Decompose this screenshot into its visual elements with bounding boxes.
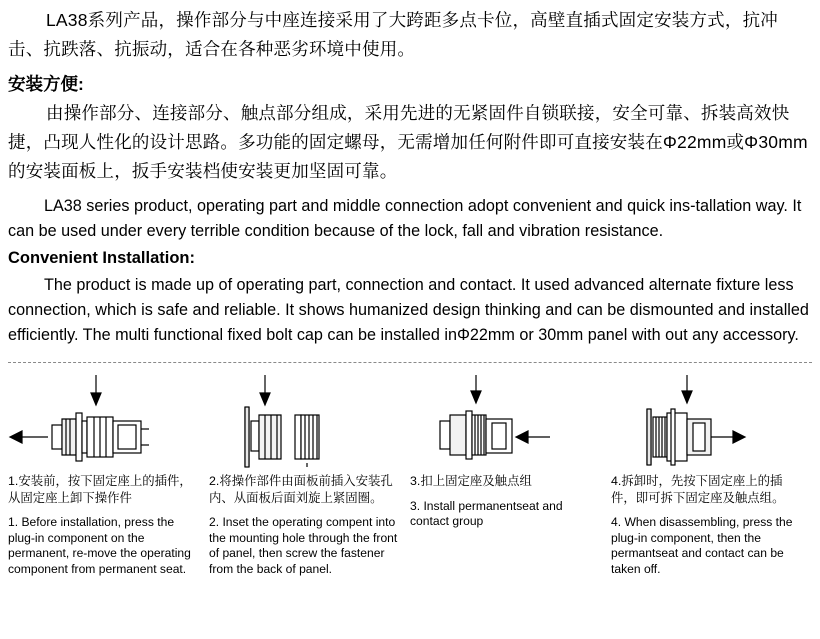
step-3-caption-en: 3. Install permanentseat and contact group: [410, 498, 563, 528]
step-2-caption-cn: 2.将操作部件由面板前插入安装孔内、从面板后面刘旋上紧固圈。: [209, 474, 393, 505]
section-divider: [8, 362, 812, 363]
step-2-caption-en: 2. Inset the operating compent into the mounting hole through the front of panel, then screw the fastener from the back of panel.: [209, 515, 398, 576]
step-item-3: [410, 369, 611, 577]
step-2-diagram: [209, 369, 400, 469]
step-4-caption-en: 4. When disassembling, press the plug-in component, then the permantseat and contact can be taken off.: [611, 515, 793, 576]
step-3-caption-cn: 3.扣上固定座及触点组: [410, 474, 532, 488]
paragraph-en-intro: LA38 series product, operating part and middle connection adopt convenient and quick ins-tallation way. It can be used under every terrible condition because of the lock, fall and vibration resistance.: [8, 197, 802, 240]
step-item-1: [8, 369, 209, 577]
step-4-diagram: [611, 369, 802, 469]
step-item-2: [209, 369, 410, 577]
step-1-diagram: [8, 369, 199, 469]
step-item-4: [611, 369, 812, 577]
paragraph-cn-body: 由操作部分、连接部分、触点部分组成，采用先进的无紧固件自锁联接，安全可靠、拆装高效快捷，凸现人性化的设计思路。多功能的固定螺母，无需增加任何附件即可直接安装在Φ22mm或Φ30mm的安装面板上，扳手安装档使安装更加坚固可靠。: [8, 103, 808, 181]
paragraph-en-body: The product is made up of operating part, connection and contact. It used advanced alternate fixture less connection, which is safe and reliable. It shows humanized design thinking and can be dismounted and installed efficiently. The multi functional fixed bolt cap can be installed inΦ22mm or 30mm panel with out any accessory.: [8, 276, 809, 344]
heading-cn-installation: 安装方便:: [8, 74, 84, 94]
step-1-caption-cn: 1.安装前，按下固定座上的插件，从固定座上卸下操作件: [8, 474, 192, 505]
heading-en-installation: Convenient Installation:: [8, 249, 196, 267]
step-1-caption-en: 1. Before installation, press the plug-in component on the permanent, re-move the operating component from permanent seat.: [8, 515, 191, 576]
step-3-diagram: [410, 369, 601, 469]
paragraph-cn-intro: LA38系列产品，操作部分与中座连接采用了大跨距多点卡位，高壁直插式固定安装方式，抗冲击、抗跌落、抗振动，适合在各种恶劣环境中使用。: [8, 10, 778, 59]
installation-steps: [8, 369, 812, 577]
step-4-caption-cn: 4.拆卸时，先按下固定座上的插件，即可拆下固定座及触点组。: [611, 474, 785, 505]
